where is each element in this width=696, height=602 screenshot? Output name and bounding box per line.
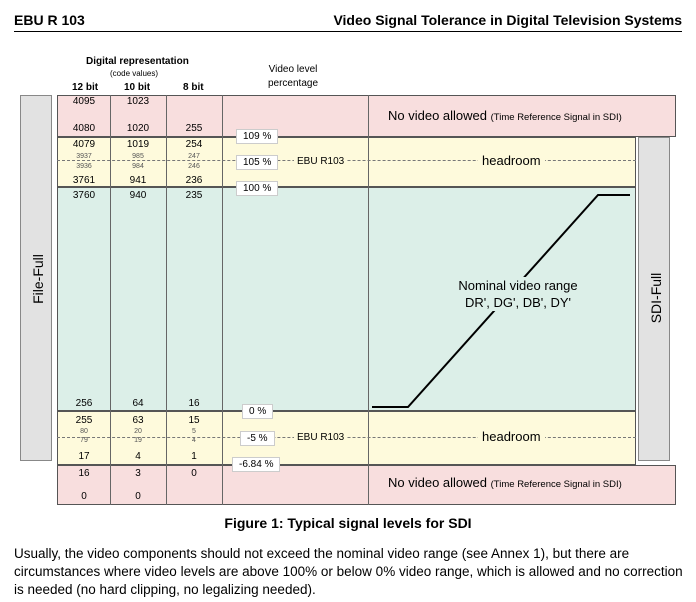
sdi-full-label: SDI-Full (648, 272, 664, 324)
value-12bit: 3760 (72, 190, 96, 201)
value-12bit: 80 (80, 428, 88, 435)
video-level-heading: Video level percentage (267, 64, 319, 89)
pct-minus-5: -5 % (240, 431, 275, 446)
value-10bit: 1020 (126, 123, 150, 134)
file-full-bar (20, 95, 52, 461)
header-rule (14, 31, 682, 32)
no-video-top-label (388, 108, 622, 123)
value-10bit: 984 (132, 163, 144, 170)
col-8bit-heading: 8 bit (183, 82, 204, 93)
value-10bit: 4 (135, 451, 141, 462)
value-8bit: 4 (192, 437, 196, 444)
value-8bit: 254 (185, 139, 203, 150)
value-8bit: 246 (188, 163, 200, 170)
value-10bit: 63 (132, 415, 144, 426)
value-8bit: 16 (188, 398, 200, 409)
pct-105: 105 % (236, 155, 278, 170)
value-10bit: 0 (135, 491, 141, 502)
value-12bit: 255 (75, 415, 93, 426)
no-video-bottom-label (388, 475, 622, 490)
value-10bit: 941 (129, 175, 147, 186)
value-10bit: 64 (132, 398, 144, 409)
value-12bit: 256 (75, 398, 93, 409)
value-10bit: 20 (134, 428, 142, 435)
document-title: Video Signal Tolerance in Digital Television Systems (333, 12, 682, 28)
value-12bit: 79 (80, 437, 88, 444)
value-8bit: 1 (191, 451, 197, 462)
value-10bit: 19 (134, 437, 142, 444)
value-8bit: 255 (185, 123, 203, 134)
value-12bit: 4079 (72, 139, 96, 150)
document-id: EBU R 103 (14, 12, 85, 28)
no-video-note-text: (Time Reference Signal in SDI) (490, 479, 622, 490)
nominal-range-components: DR', DG', DB', DY' (465, 295, 571, 310)
value-12bit: 0 (81, 491, 87, 502)
sdi-full-bar (638, 137, 670, 461)
value-12bit: 16 (78, 468, 90, 479)
digital-representation-heading: Digital representation (86, 56, 189, 67)
value-10bit: 1023 (126, 96, 150, 107)
value-10bit: 940 (129, 190, 147, 201)
no-video-main-text: No video allowed (388, 108, 488, 123)
value-12bit: 3937 (76, 153, 92, 160)
pct-100: 100 % (236, 181, 278, 196)
col-divider-1 (110, 95, 111, 505)
value-12bit: 17 (78, 451, 90, 462)
col-divider-2 (166, 95, 167, 505)
value-8bit: 15 (188, 415, 200, 426)
value-8bit: 236 (185, 175, 203, 186)
value-8bit: 5 (192, 428, 196, 435)
body-paragraph: Usually, the video components should not exceed the nominal video range (see Annex 1), but there are circumstances where video levels are above 100% or below 0% video range, which is allowed and no correction is needed (no hard clipping, no legalizing needed). (14, 546, 683, 597)
value-10bit: 1019 (126, 139, 150, 150)
headroom-bottom-label: headroom (478, 429, 545, 444)
value-8bit: 0 (191, 468, 197, 479)
figure-caption: Figure 1: Typical signal levels for SDI (224, 515, 472, 531)
value-8bit: 247 (188, 153, 200, 160)
value-10bit: 3 (135, 468, 141, 479)
pct-minus-6-84: -6.84 % (232, 457, 280, 472)
col-12bit-heading: 12 bit (72, 82, 99, 93)
file-full-label: File-Full (30, 254, 46, 304)
value-12bit: 3936 (76, 163, 92, 170)
col-divider-3 (222, 95, 223, 505)
pct-109: 109 % (236, 129, 278, 144)
code-values-subheading: (code values) (110, 69, 159, 78)
pct-0: 0 % (242, 404, 273, 419)
headroom-top-label: headroom (478, 153, 545, 168)
col-10bit-heading: 10 bit (124, 82, 151, 93)
value-12bit: 3761 (72, 175, 96, 186)
value-12bit: 4095 (72, 96, 96, 107)
value-10bit: 985 (132, 153, 144, 160)
no-video-note-text: (Time Reference Signal in SDI) (490, 112, 622, 123)
value-12bit: 4080 (72, 123, 96, 134)
ebu-r103-lower-label: EBU R103 (294, 432, 347, 443)
nominal-range-label (438, 277, 598, 311)
nominal-range-title: Nominal video range (458, 278, 578, 293)
ebu-r103-upper-label: EBU R103 (294, 156, 347, 167)
value-8bit: 235 (185, 190, 203, 201)
no-video-main-text: No video allowed (388, 475, 488, 490)
